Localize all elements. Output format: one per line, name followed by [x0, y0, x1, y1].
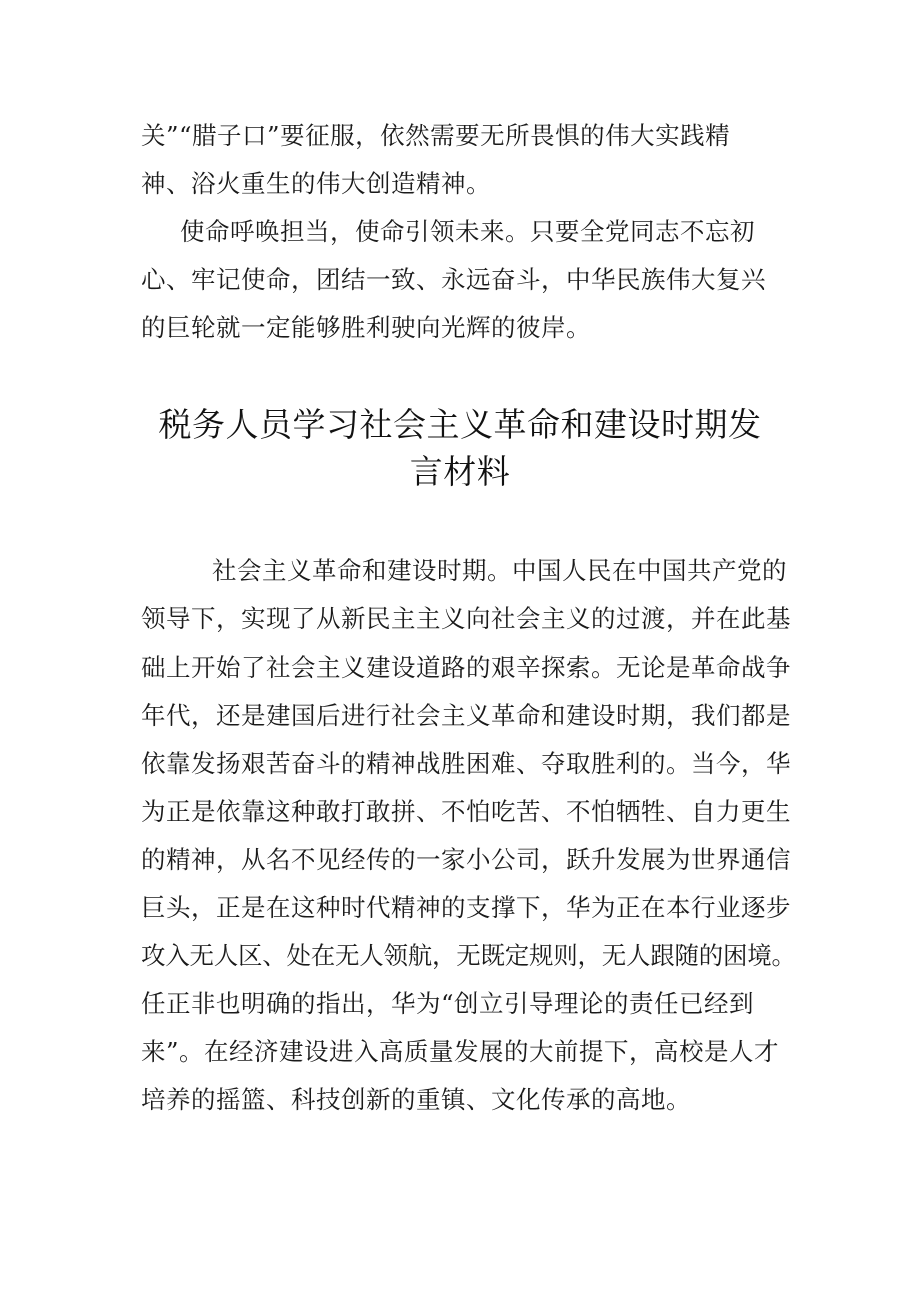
paragraph-line: 年代，还是建国后进行社会主义革命和建设时期，我们都是: [141, 701, 791, 730]
paragraph-line: 的巨轮就一定能够胜利驶向光辉的彼岸。: [141, 313, 591, 342]
paragraph-line: 为正是依靠这种敢打敢拼、不怕吃苦、不怕牺牲、自力更生: [141, 797, 791, 826]
paragraph-line: 心、牢记使命，团结一致、永远奋斗，中华民族伟大复兴: [141, 265, 766, 294]
paragraph-line: 神、浴火重生的伟大创造精神。: [141, 169, 491, 198]
paragraph-line: 关”“腊子口”要征服，依然需要无所畏惧的伟大实践精: [141, 121, 731, 150]
paragraph-line: 来”。在经济建设进入高质量发展的大前提下，高校是人才: [141, 1037, 780, 1066]
paragraph-line: 的精神，从名不见经传的一家小公司，跃升发展为世界通信: [141, 845, 791, 874]
page-title: 税务人员学习社会主义革命和建设时期发: [158, 405, 762, 444]
paragraph-line: 使命呼唤担当，使命引领未来。只要全党同志不忘初: [180, 217, 755, 246]
paragraph-line: 领导下，实现了从新民主主义向社会主义的过渡，并在此基: [141, 604, 791, 633]
paragraph-line: 巨头，正是在这种时代精神的支撑下，华为正在本行业逐步: [141, 893, 791, 922]
paragraph-line: 社会主义革命和建设时期。中国人民在中国共产党的: [212, 556, 787, 585]
paragraph-line: 任正非也明确的指出，华为“创立引导理论的责任已经到: [141, 989, 755, 1018]
page-title-continued: 言材料: [409, 452, 511, 491]
paragraph-line: 攻入无人区、处在无人领航，无既定规则，无人跟随的困境。: [141, 941, 796, 970]
paragraph-line: 培养的摇篮、科技创新的重镇、文化传承的高地。: [141, 1085, 691, 1114]
paragraph-line: 依靠发扬艰苦奋斗的精神战胜困难、夺取胜利的。当今，华: [141, 749, 791, 778]
paragraph-line: 础上开始了社会主义建设道路的艰辛探索。无论是革命战争: [141, 653, 791, 682]
